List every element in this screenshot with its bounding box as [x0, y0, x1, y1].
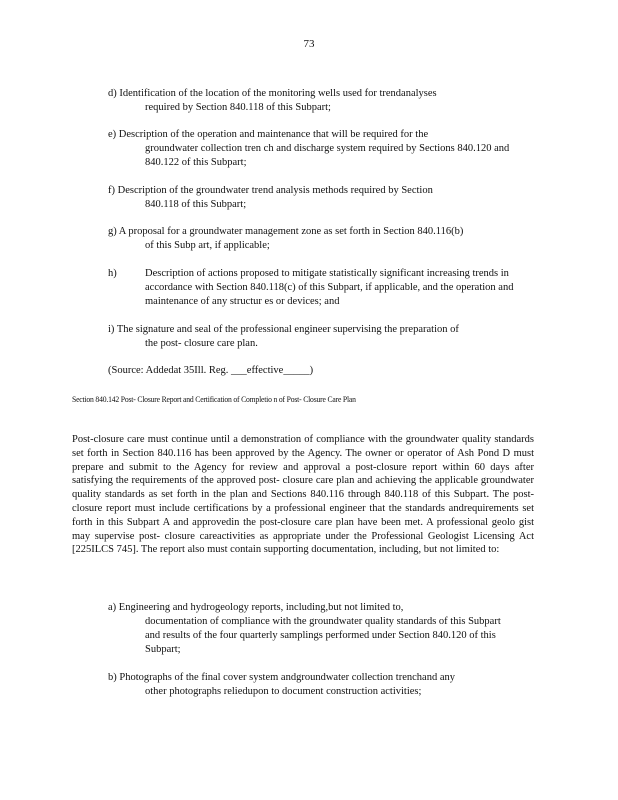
list-item-e-continuation: groundwater collection tren ch and discharge system required by Sections 840.120 and 840.122 of this Subpart; [145, 143, 510, 168]
list-item-g-text: g) A proposal for a groundwater management zone as set forth in Section 840.116(b) [108, 226, 464, 237]
sub-item-a-text: a) Engineering and hydrogeology reports, including,but not limited to, [108, 602, 404, 613]
page-number: 73 [303, 38, 315, 50]
list-item-d-continuation: required by Section 840.118 of this Subpart; [145, 102, 331, 113]
section-heading: Section 840.142 Post- Closure Report and Certification of Completio n of Post- Closure Care Plan [72, 394, 356, 404]
list-item-i [108, 323, 528, 351]
sub-item-b-text: b) Photographs of the final cover system andgroundwater collection trenchand any [108, 672, 455, 683]
list-item-f-continuation: 840.118 of this Subpart; [145, 199, 247, 210]
list-item-d-text: d) Identification of the location of the monitoring wells used for trendanalyses [108, 88, 437, 99]
list-item-g [108, 225, 528, 253]
list-item-d [108, 87, 528, 115]
sub-item-a [108, 601, 513, 657]
list-item-e-text: e) Description of the operation and maintenance that will be required for the [108, 129, 429, 140]
list-item-h-marker: h) [108, 268, 117, 279]
source-note: (Source: Addedat 35Ill. Reg. ___effective_____) [108, 365, 314, 376]
list-item-f-text: f) Description of the groundwater trend analysis methods required by Section [108, 185, 433, 196]
list-item-f [108, 184, 528, 212]
body-paragraph: Post-closure care must continue until a demonstration of compliance with the groundwater quality standards set forth in Section 840.116 has been approved by the Agency. The owner or operator of Ash Pond D must prepare and submit to the Agency for review and approval a post-closure report within 60 days after satisfying the requirements of the approved post- closure care plan and achieving the applicable groundwater quality standards as set forth in the plan and Sections 840.116 through 840.118 of this Subpart. The post-closure report must include certifications by a professional engineer that the standards andrequirements set forth in this Subpart A and approvedin the post-closure care plan have been met. A professional geolo gist may supervise post- closure careactivities as appropriate under the Professional Geologist Licensing Act [225ILCS 745]. The report also must contain supporting documentation, including, but not limited to: [72, 434, 534, 556]
list-item-g-continuation: of this Subp art, if applicable; [145, 240, 270, 251]
sub-item-b-continuation: other photographs reliedupon to document construction activities; [145, 686, 422, 697]
list-item-h [108, 267, 528, 309]
sub-item-a-continuation: documentation of compliance with the groundwater quality standards of this Subpart and results of the four quarterly samplings performed under Section 840.120 of this Subpart; [145, 616, 501, 655]
sub-item-b [108, 671, 513, 699]
list-item-h-text: Description of actions proposed to mitigate statistically significant increasing trends in accordance with Section 840.118(c) of this Subpart, if applicable, and the operation and maintenance of any structur es or devices; and [145, 268, 514, 307]
list-item-i-text: i) The signature and seal of the professional engineer supervising the preparation of [108, 324, 459, 335]
list-item-e [108, 128, 528, 170]
list-item-i-continuation: the post- closure care plan. [145, 338, 258, 349]
